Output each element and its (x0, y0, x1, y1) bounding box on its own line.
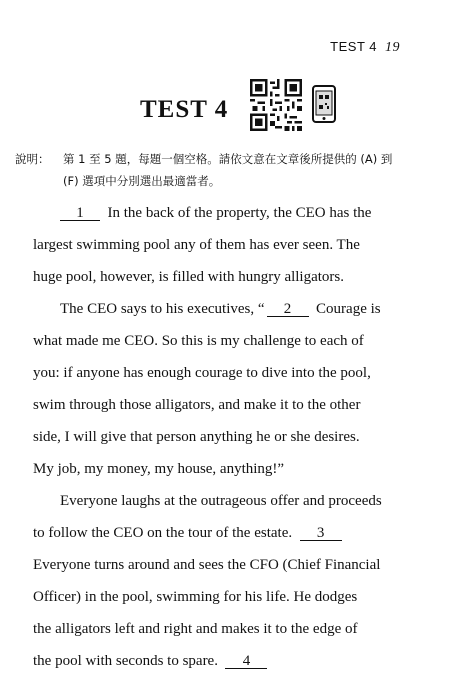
running-header (330, 39, 400, 56)
passage-line (33, 205, 371, 222)
passage-text: Courage is (316, 301, 381, 317)
blank-2: 2 (267, 302, 309, 317)
page-title: TEST 4 (140, 96, 229, 123)
running-header-label: TEST 4 (330, 39, 377, 54)
passage-text: The CEO says to his executives, “ (60, 301, 265, 317)
instructions-line: 第 1 至 5 題，每題一個空格。請依文意在文章後所提供的 (A) 到 (63, 152, 393, 166)
passage-line: largest swimming pool any of them has ever seen. The (33, 237, 360, 253)
passage-line: what made me CEO. So this is my challenge to each of (33, 333, 364, 349)
passage-line: you: if anyone has enough courage to dive into the pool, (33, 365, 371, 381)
passage-line: My job, my money, my house, anything!” (33, 461, 285, 477)
passage-line: Everyone turns around and sees the CFO (Chief Financial (33, 557, 381, 573)
instructions-label: 說明： (15, 152, 50, 166)
passage-line (33, 525, 342, 542)
blank-4: 4 (225, 654, 267, 669)
passage-line (33, 653, 267, 670)
passage-line: Officer) in the pool, swimming for his life. He dodges (33, 589, 358, 605)
page-number: 19 (385, 40, 400, 55)
passage-text: the pool with seconds to spare. (33, 653, 218, 669)
scan-phone-icon (312, 85, 336, 123)
passage-line (60, 301, 381, 318)
passage-line: the alligators left and right and makes it to the edge of (33, 621, 358, 637)
passage-line: huge pool, however, is filled with hungry alligators. (33, 269, 345, 285)
passage-text: In the back of the property, the CEO has the (107, 205, 372, 221)
blank-1: 1 (60, 206, 100, 221)
qr-code-icon (250, 79, 302, 131)
passage-line: side, I will give that person anything he or she desires. (33, 429, 360, 445)
passage-line: Everyone laughs at the outrageous offer and proceeds (60, 493, 382, 509)
blank-3: 3 (300, 526, 342, 541)
instructions-line: (F) 選項中分別選出最適當者。 (63, 174, 221, 188)
passage-text: to follow the CEO on the tour of the estate. (33, 525, 293, 541)
passage-line: swim through those alligators, and make it to the other (33, 397, 361, 413)
